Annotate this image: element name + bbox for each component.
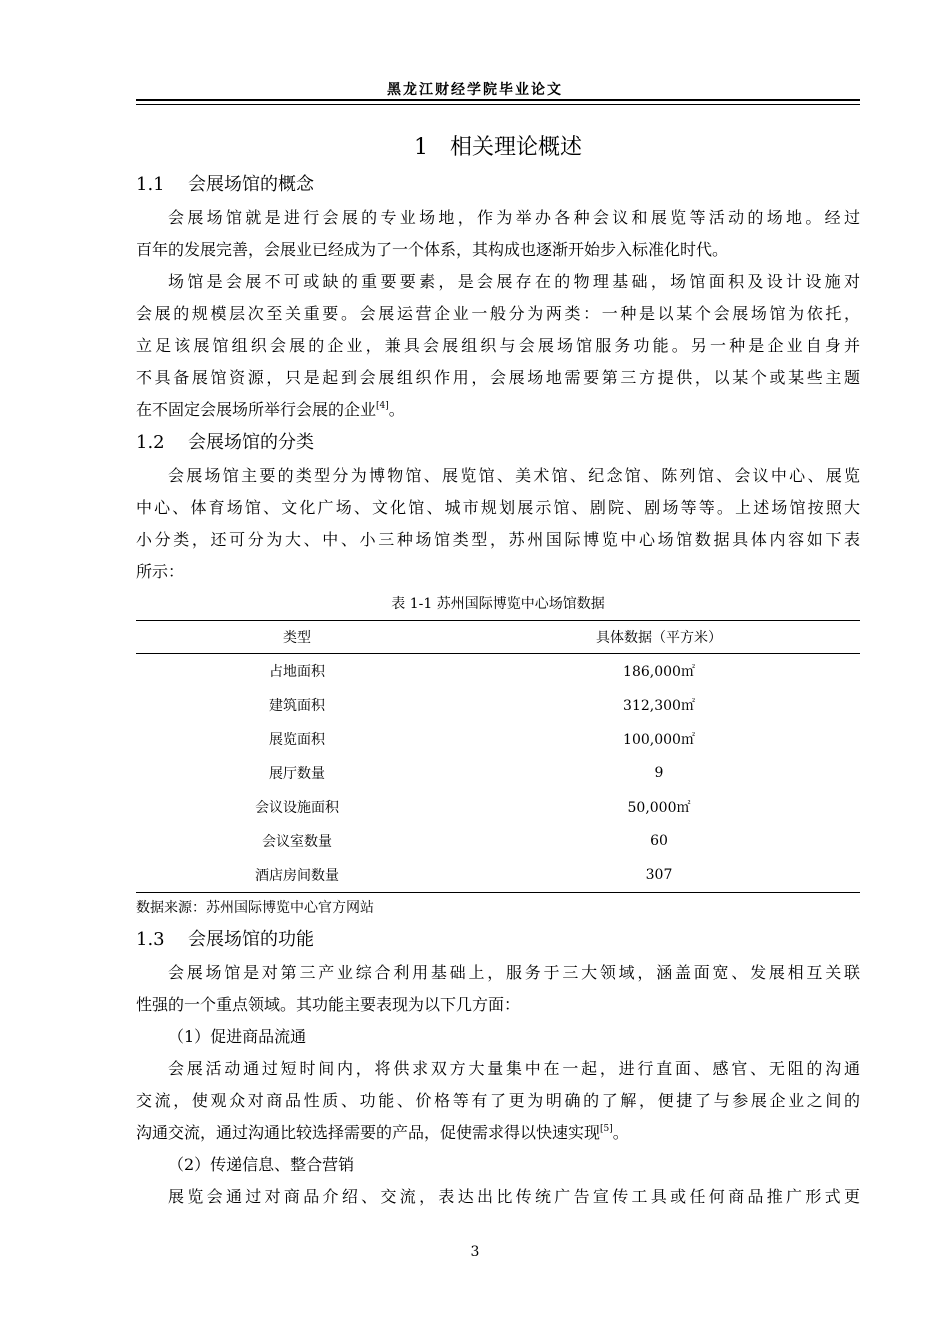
text-fragment: 在不固定会展场所举行会展的企业 [136,400,377,419]
table-cell: 建筑面积 [269,698,325,714]
paragraph [136,266,860,426]
table-cell: 312,300㎡ [623,698,695,714]
citation-ref: [4] [376,401,389,411]
table-source-note: 数据来源：苏州国际博览中心官方网站 [136,900,374,916]
text-line: 性强的一个重点领域。其功能主要表现为以下几方面： [136,995,521,1014]
paragraph [136,460,860,588]
table-cell: 307 [458,858,860,893]
text-line: 所示： [136,562,185,581]
list-item-heading: （1）促进商品流通 [168,1027,307,1046]
text-line: 场馆是会展不可或缺的重要要素，是会展存在的物理基础，场馆面积及设计设施对 [168,272,860,291]
table-header-row [136,621,860,654]
section-number: 1.1 [136,174,165,195]
running-header: 黑龙江财经学院毕业论文 [387,82,563,98]
table-cell: 186,000㎡ [623,664,695,680]
section-heading-1-2 [136,426,860,460]
table-row [136,858,860,893]
table-header-cell: 具体数据（平方米） [458,621,860,654]
table-cell: 占地面积 [269,664,325,680]
text-line: 会展场馆主要的类型分为博物馆、展览馆、美术馆、纪念馆、陈列馆、会议中心、展览 [168,466,860,485]
header-rule-thick [136,99,860,101]
citation-ref: [5] [600,1124,613,1134]
paragraph [136,202,860,266]
table-row [136,722,860,756]
list-item-heading: （2）传递信息、整合营销 [168,1155,355,1174]
page-number: 3 [470,1244,480,1260]
table-row [136,824,860,858]
table-header-cell: 类型 [136,621,458,654]
text-line [136,1117,860,1149]
table-cell: 50,000㎡ [627,800,691,816]
table-row [136,790,860,824]
text-line: 百年的发展完善，会展业已经成为了一个体系，其构成也逐渐开始步入标准化时代。 [136,240,729,259]
text-fragment: 沟通交流，通过沟通比较选择需要的产品，促使需求得以快速实现 [136,1123,601,1142]
section-title: 会展场馆的概念 [188,174,314,195]
table-cell: 展览面积 [269,732,325,748]
chapter-title-text: 相关理论概述 [449,135,582,160]
text-line: 展览会通过对商品介绍、交流，表达出比传统广告宣传工具或任何商品推广形式更 [168,1187,860,1206]
text-line: 会展场馆是对第三产业综合利用基础上，服务于三大领域，涵盖面宽、发展相互关联 [168,963,860,982]
text-line: 中心、体育场馆、文化广场、文化馆、城市规划展示馆、剧院、剧场等等。上述场馆按照大 [136,498,860,517]
table-cell: 会议室数量 [262,834,332,850]
paragraph [136,1181,860,1213]
text-line: 会展活动通过短时间内，将供求双方大量集中在一起，进行直面、感官、无阻的沟通 [168,1059,860,1078]
text-line: 立足该展馆组织会展的企业，兼具会展组织与会展场馆服务功能。另一种是企业自身并 [136,336,860,355]
table-row [136,654,860,689]
section-number: 1.3 [136,929,165,950]
section-title: 会展场馆的分类 [188,432,314,453]
page-content [136,128,860,1213]
text-line [136,394,860,426]
chapter-title [136,128,860,168]
section-number: 1.2 [136,432,165,453]
table-caption: 表 1-1 苏州国际博览中心场馆数据 [391,596,605,612]
table-cell: 酒店房间数量 [136,858,458,893]
header-rule-thin [136,104,860,105]
text-line: 会展场馆就是进行会展的专业场地，作为举办各种会议和展览等活动的场地。经过 [168,208,860,227]
text-line: 会展的规模层次至关重要。会展运营企业一般分为两类：一种是以某个会展场馆为依托， [136,304,860,323]
data-table [136,620,860,893]
table-row [136,688,860,722]
text-line: 不具备展馆资源，只是起到会展组织作用，会展场地需要第三方提供，以某个或某些主题 [136,368,860,387]
chapter-number: 1 [413,135,428,160]
table-row [136,756,860,790]
section-heading-1-3 [136,923,860,957]
text-fragment: 。 [612,1123,629,1142]
table-cell: 60 [650,833,668,849]
table-cell: 100,000㎡ [623,732,695,748]
table-cell: 9 [654,765,664,781]
paragraph [136,1053,860,1149]
section-title: 会展场馆的功能 [188,929,314,950]
text-line: 交流，使观众对商品性质、功能、价格等有了更为明确的了解，便捷了与参展企业之间的 [136,1091,860,1110]
paragraph [136,957,860,1021]
table-cell: 会议设施面积 [255,800,339,816]
section-heading-1-1 [136,168,860,202]
text-fragment: 。 [388,400,405,419]
text-line: 小分类，还可分为大、中、小三种场馆类型，苏州国际博览中心场馆数据具体内容如下表 [136,530,860,549]
table-cell: 展厅数量 [269,766,325,782]
